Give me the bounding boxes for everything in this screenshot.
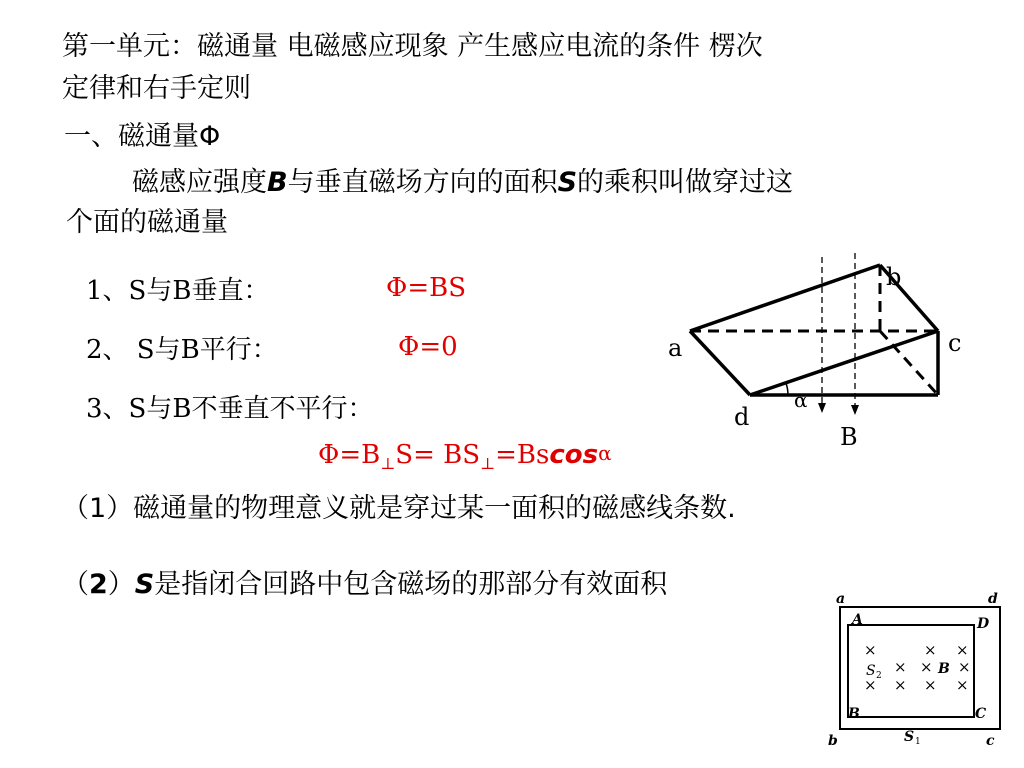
definition-symbol-b: B: [267, 167, 288, 198]
label-b: b: [886, 263, 902, 291]
angle-arc: [786, 383, 788, 395]
case-2-label: 2、 S与B平行：: [86, 335, 278, 365]
definition-text-3: 的乘积叫做穿过这: [577, 167, 794, 198]
definition-line-2: 个面的磁通量: [66, 207, 228, 238]
case-3-formula: [318, 436, 612, 481]
cross: ×: [894, 676, 907, 694]
formula-part-2: S= BS: [395, 440, 481, 470]
meaning-line-1: （1）磁通量的物理意义就是穿过某一面积的磁感线条数.: [62, 493, 736, 524]
label-s2: S: [866, 663, 876, 679]
cross: ×: [924, 641, 937, 659]
edge-a-b: [690, 265, 880, 331]
section-heading-flux: 一、磁通量Φ: [64, 121, 221, 152]
field-crosses: [864, 641, 971, 694]
inner-label-C: C: [975, 706, 987, 722]
meaning-paren-open: （: [62, 569, 89, 600]
meaning-paren-close: ）: [107, 569, 135, 600]
outer-label-d: d: [988, 591, 998, 607]
case-1-formula: Φ=BS: [386, 273, 467, 303]
cross: ×: [864, 641, 877, 659]
formula-part-3: =Bs: [495, 440, 550, 470]
cross: ×: [864, 676, 877, 694]
formula-cos: cos: [549, 440, 599, 470]
meaning-line-2: [62, 566, 667, 604]
outer-label-b: b: [828, 733, 838, 749]
inner-label-D: D: [977, 616, 990, 632]
field-arrow-2: [851, 405, 859, 415]
label-field-b: B: [840, 423, 858, 451]
definition-line-1: [132, 164, 793, 202]
outer-label-a: a: [836, 591, 846, 607]
label-s1: S: [904, 729, 915, 745]
formula-part-1: Φ=B: [318, 440, 381, 470]
cross: ×: [924, 676, 937, 694]
meaning-text: 是指闭合回路中包含磁场的那部分有效面积: [154, 569, 668, 600]
tilted-plane-diagram: [660, 245, 990, 460]
case-3-label: 3、S与B不垂直不平行：: [86, 394, 374, 424]
cross: ×: [894, 658, 907, 676]
cross: ×: [958, 658, 971, 676]
label-c: c: [948, 329, 962, 357]
perp-symbol-2: ⊥: [480, 454, 496, 473]
formula-alpha: α: [598, 441, 612, 465]
label-s1-sub: 1: [915, 737, 921, 747]
field-arrow-1: [818, 403, 826, 413]
definition-symbol-s: S: [557, 167, 578, 198]
inner-label-A: A: [852, 612, 863, 628]
title-line-1: 第一单元：磁通量 电磁感应现象 产生感应电流的条件 楞次: [62, 31, 763, 62]
title-line-2: 定律和右手定则: [62, 73, 251, 104]
label-a: a: [668, 334, 683, 362]
label-s2-sub: 2: [876, 671, 882, 681]
loop-field-diagram: [820, 585, 1010, 760]
meaning-symbol-s: S: [134, 569, 155, 600]
inner-label-B: B: [848, 706, 860, 722]
edge-a-d: [690, 331, 750, 395]
label-alpha: α: [794, 388, 808, 412]
label-field-B: B: [938, 661, 950, 677]
definition-text-2: 与垂直磁场方向的面积: [287, 167, 558, 198]
definition-text-1: 磁感应强度: [132, 167, 267, 198]
case-1-label: 1、S与B垂直：: [86, 276, 270, 306]
perp-symbol-1: ⊥: [380, 454, 396, 473]
cross: ×: [956, 641, 969, 659]
outer-label-c: c: [986, 733, 995, 749]
cross: ×: [920, 658, 933, 676]
meaning-number: 2: [89, 569, 108, 600]
case-2-formula: Φ=0: [398, 332, 458, 362]
cross: ×: [956, 676, 969, 694]
label-d: d: [734, 403, 750, 431]
